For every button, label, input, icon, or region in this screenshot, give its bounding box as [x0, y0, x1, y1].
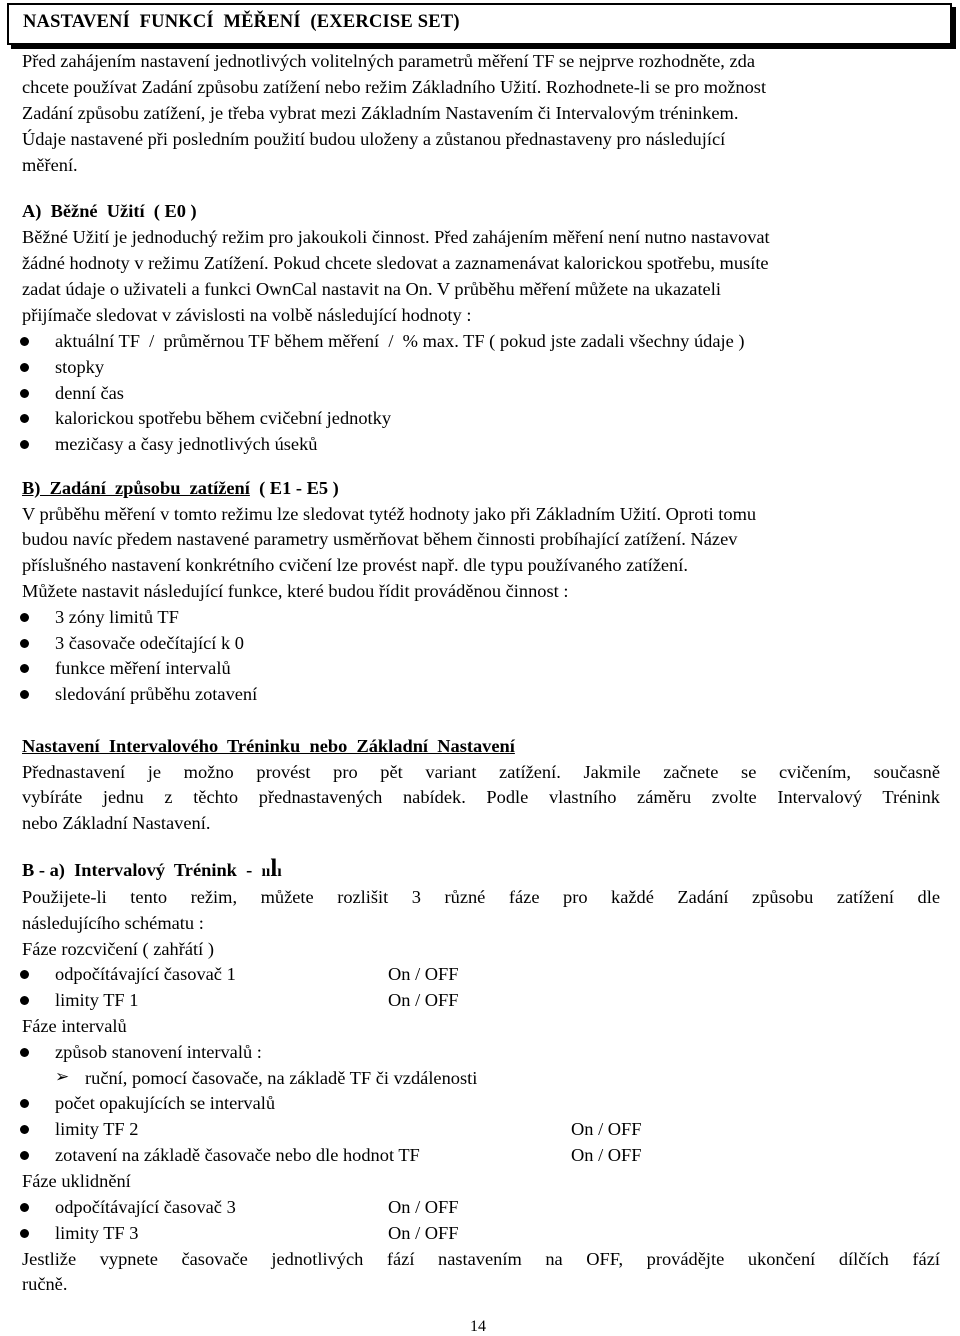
section-a-line-1: Běžné Užití je jednoduchý režim pro jakoukoli činnost. Před zahájením měření není nutno nastavovat — [22, 227, 770, 247]
phase3-row-2-value: On / OFF — [388, 1223, 459, 1243]
phase3-row-1-value: On / OFF — [388, 1197, 459, 1217]
section-b-bullet-1: 3 zóny limitů TF — [55, 607, 179, 627]
section-b-heading-rest: ( E1 - E5 ) — [249, 478, 339, 498]
bullet-dot — [20, 1048, 29, 1057]
phase2-row-2-value: On / OFF — [571, 1145, 642, 1165]
section-b-heading-main: B) Zadání způsobu zatížení — [22, 478, 250, 498]
section-b-line-4: Můžete nastavit následující funkce, které budou řídit prováděnou činnost : — [22, 581, 569, 601]
phase2-item-1: způsob stanovení intervalů : — [55, 1042, 262, 1062]
section-a-line-3: zadat údaje o uživateli a funkci OwnCal nastavit na On. V průběhu měření můžete na ukazateli — [22, 279, 721, 299]
section-a-line-2: žádné hodnoty v režimu Zatížení. Pokud chcete sledovat a zaznamenávat kalorickou spotřebu, musíte — [22, 253, 769, 273]
bullet-dot — [20, 1125, 29, 1134]
phase1-row-1-label: odpočítávající časovač 1 — [55, 964, 236, 984]
intro-line-2: chcete používat Zadání způsobu zatížení nebo režim Základního Užití. Rozhodnete-li se pro možnost — [22, 77, 767, 97]
section-a-line-4: přijímače sledovat v závislosti na volbě následující hodnoty : — [22, 305, 472, 325]
bullet-dot — [20, 613, 29, 622]
section-ni-line-2: vybíráte jednu z těchto přednastavených nabídek. Podle vlastního záměru zvolte Intervalový Trénink — [22, 787, 940, 807]
section-ba-line-1: Použijete-li tento režim, můžete rozlišit 3 různé fáze pro každé Zadání způsobu zatížení dle — [22, 887, 940, 907]
page-title: NASTAVENÍ FUNKCÍ MĚŘENÍ (EXERCISE SET) — [23, 12, 460, 32]
phase2-row-2-label: zotavení na základě časovače nebo dle hodnot TF — [55, 1145, 420, 1165]
bullet-dot — [20, 363, 29, 372]
phase3-row-2-label: limity TF 3 — [55, 1223, 139, 1243]
bullet-dot — [20, 996, 29, 1005]
bullet-dot — [20, 690, 29, 699]
section-a-bullet-5: mezičasy a časy jednotlivých úseků — [55, 434, 318, 454]
phase1-row-2-label: limity TF 1 — [55, 990, 139, 1010]
section-b-line-3: příslušného nastavení konkrétního cvičení lze provést např. dle typu používaného zatížení. — [22, 555, 688, 575]
closing-line-1: Jestliže vypnete časovače jednotlivých fází nastavením na OFF, provádějte ukončení dílčích fází — [22, 1249, 940, 1269]
bullet-dot — [20, 1229, 29, 1238]
phase2-subitem: ruční, pomocí časovače, na základě TF či vzdálenosti — [85, 1068, 478, 1088]
closing-line-2: ručně. — [22, 1274, 68, 1294]
section-ni-heading: Nastavení Intervalového Tréninku nebo Základní Nastavení — [22, 736, 515, 756]
section-b-bullet-2: 3 časovače odečítající k 0 — [55, 633, 244, 653]
bullet-dot — [20, 1099, 29, 1108]
section-a-bullet-4: kalorickou spotřebu během cvičební jednotky — [55, 408, 392, 428]
intro-line-5: měření. — [22, 155, 78, 175]
section-ba-heading — [22, 855, 282, 883]
intro-line-4: Údaje nastavené při posledním použití budou uloženy a zůstanou přednastaveny pro následující — [22, 129, 726, 149]
section-a-bullet-1: aktuální TF / průměrnou TF během měření / % max. TF ( pokud jste zadali všechny údaje ) — [55, 331, 745, 351]
bullet-dot — [20, 337, 29, 346]
interval-symbol-small: ıı — [261, 863, 271, 880]
section-ba-line-2: následujícího schématu : — [22, 913, 204, 933]
phase1-title: Fáze rozcvičení ( zahřátí ) — [22, 939, 214, 959]
interval-symbol-tail: ı — [277, 863, 282, 880]
section-b-bullet-3: funkce měření intervalů — [55, 658, 231, 678]
section-b-line-1: V průběhu měření v tomto režimu lze sledovat tytéž hodnoty jako při Základním Užití. Oproti tomu — [22, 504, 757, 524]
bullet-dot — [20, 970, 29, 979]
bullet-dot — [20, 639, 29, 648]
bullet-dot — [20, 414, 29, 423]
phase2-row-1-label: limity TF 2 — [55, 1119, 139, 1139]
bullet-dot — [20, 389, 29, 398]
interval-symbol-large: l — [270, 855, 278, 882]
section-b-heading — [22, 477, 339, 499]
section-ni-line-3: nebo Základní Nastavení. — [22, 813, 211, 833]
phase2-title: Fáze intervalů — [22, 1016, 127, 1036]
section-a-bullet-3: denní čas — [55, 383, 124, 403]
section-b-bullet-4: sledování průběhu zotavení — [55, 684, 258, 704]
page-number: 14 — [470, 1318, 486, 1335]
section-a-heading: A) Běžné Užití ( E0 ) — [22, 201, 197, 221]
intro-line-3: Zadání způsobu zatížení, je třeba vybrat mezi Základním Nastavením či Intervalovým tréninkem. — [22, 103, 739, 123]
phase1-row-2-value: On / OFF — [388, 990, 459, 1010]
bullet-dot — [20, 664, 29, 673]
phase3-row-1-label: odpočítávající časovač 3 — [55, 1197, 236, 1217]
arrow-bullet-icon: ➢ — [55, 1067, 70, 1087]
phase3-title: Fáze uklidnění — [22, 1171, 131, 1191]
section-ni-line-1: Přednastavení je možno provést pro pět variant zatížení. Jakmile začnete se cvičením, současně — [22, 762, 940, 782]
bullet-dot — [20, 440, 29, 449]
title-box — [7, 3, 952, 45]
bullet-dot — [20, 1151, 29, 1160]
bullet-dot — [20, 1203, 29, 1212]
phase2-item-2: počet opakujících se intervalů — [55, 1093, 276, 1113]
phase2-row-1-value: On / OFF — [571, 1119, 642, 1139]
intro-line-1: Před zahájením nastavení jednotlivých volitelných parametrů měření TF se nejprve rozhodněte, zda — [22, 51, 755, 71]
section-ba-heading-text: B - a) Intervalový Trénink - — [22, 860, 253, 880]
section-a-bullet-2: stopky — [55, 357, 105, 377]
section-b-line-2: budou navíc předem nastavené parametry usměrňovat během činnosti probíhající zatížení. Název — [22, 529, 738, 549]
phase1-row-1-value: On / OFF — [388, 964, 459, 984]
